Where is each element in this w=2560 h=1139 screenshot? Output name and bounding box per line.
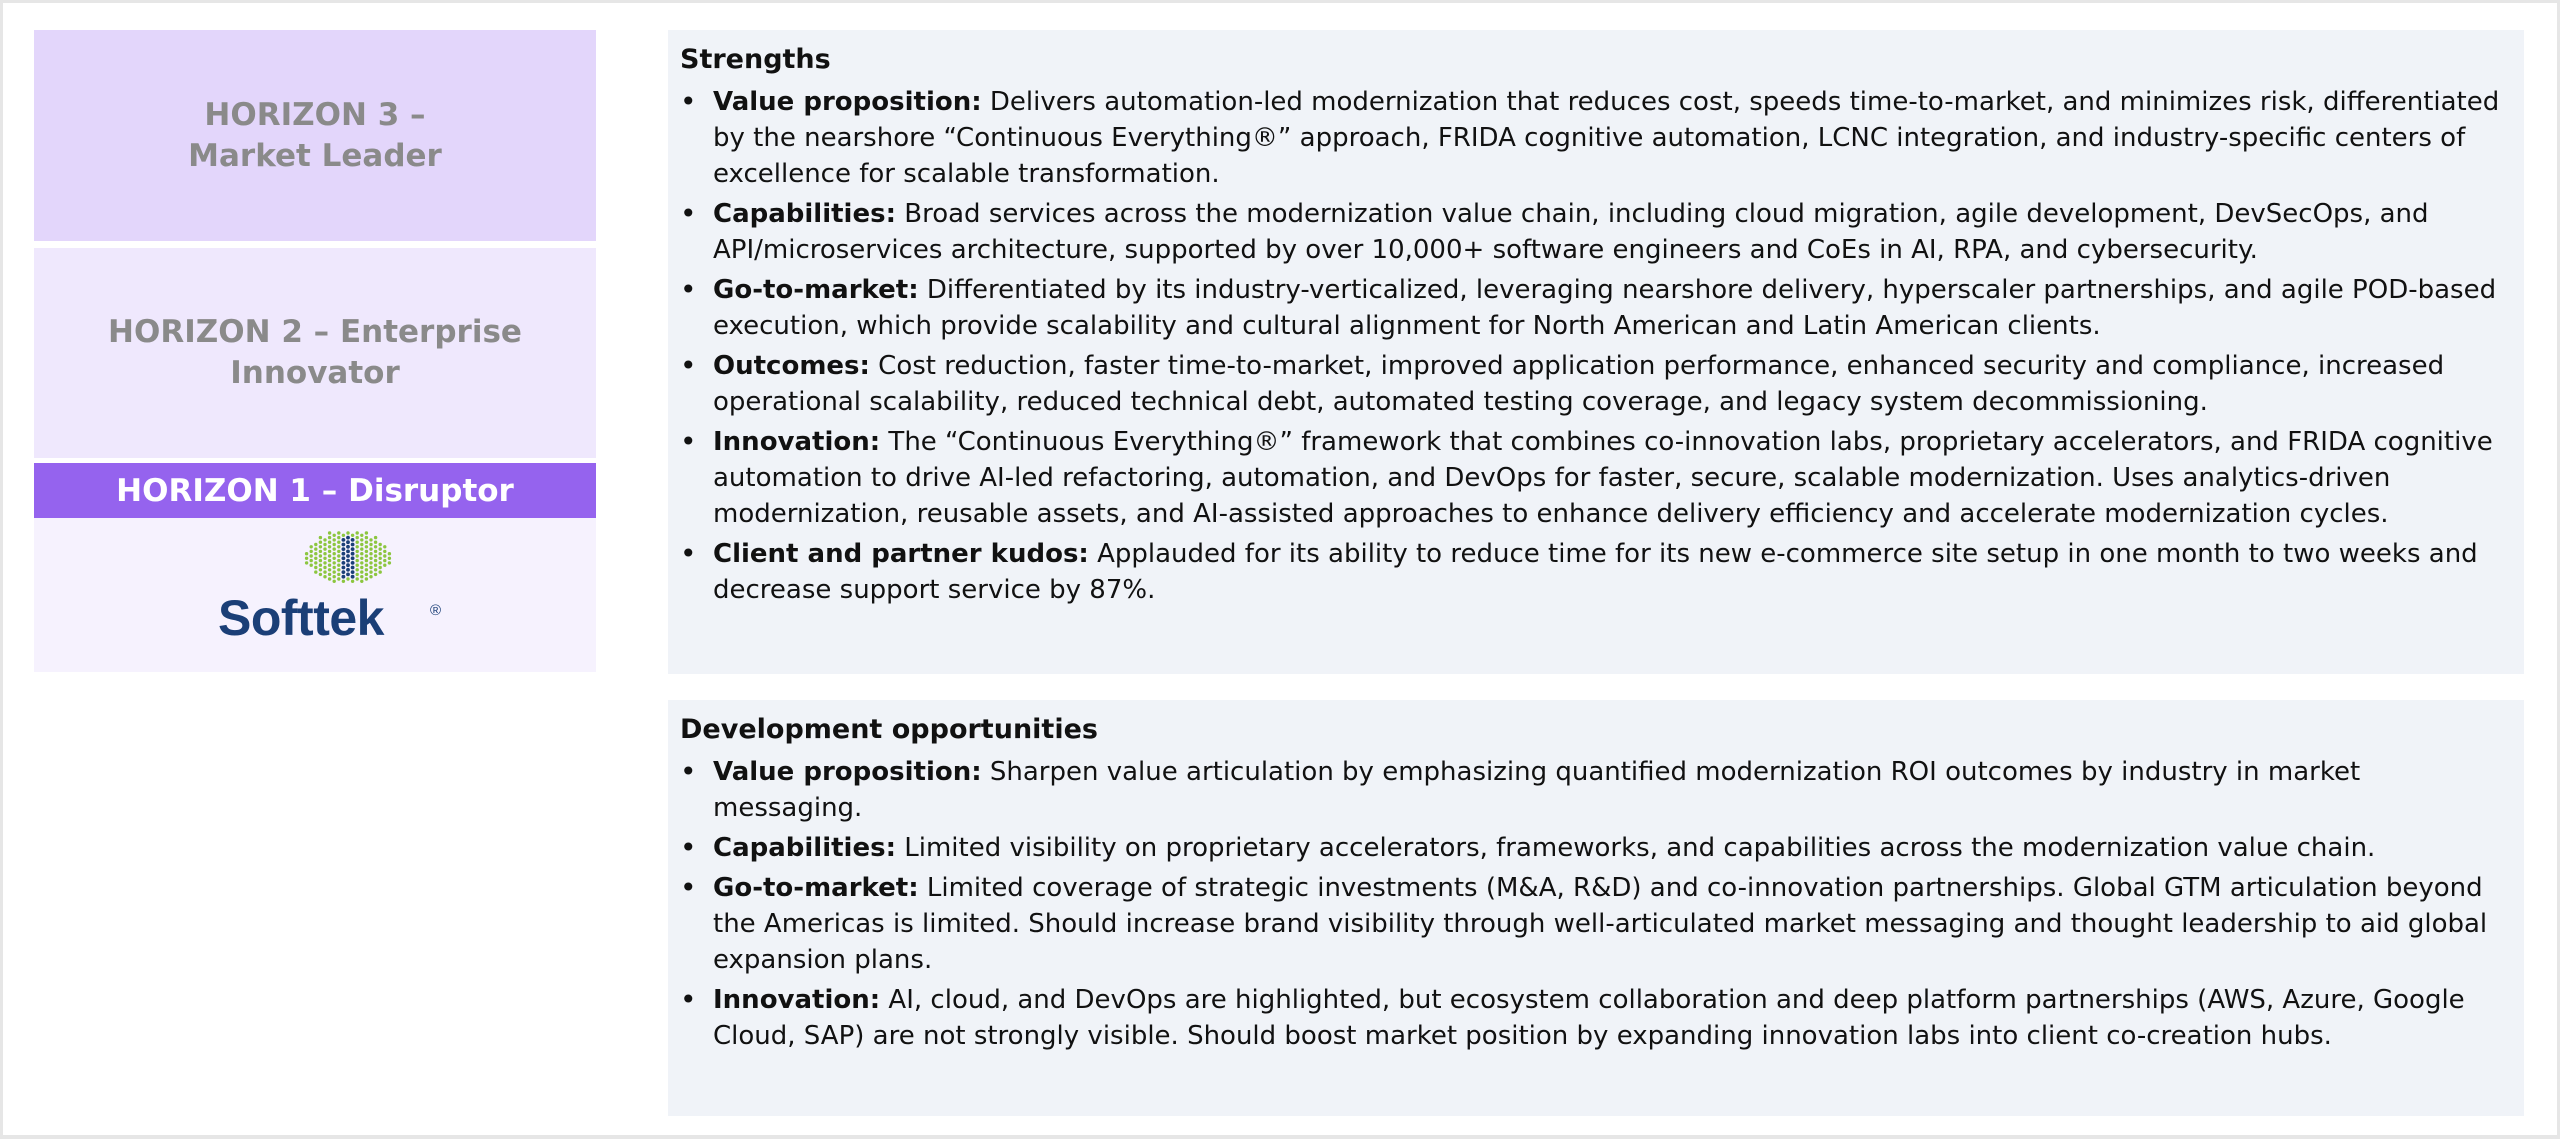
- logo-dot: [374, 541, 377, 544]
- item-term: Innovation:: [713, 427, 881, 457]
- logo-dot: [351, 561, 355, 565]
- logo-dot: [379, 547, 382, 550]
- logo-dot: [356, 541, 359, 544]
- logo-dot: [351, 552, 355, 556]
- item-term: Client and partner kudos:: [713, 539, 1089, 569]
- logo-dot: [337, 554, 340, 557]
- item-text: AI, cloud, and DevOps are highlighted, but ecosystem collaboration and deep platform partnerships (AWS, Azure, Google Cloud, SAP) are not strongly visible. Should boost market position by expanding innovation labs into client co-creation hubs.: [713, 985, 2465, 1051]
- logo-dot: [360, 575, 363, 578]
- logo-dot: [383, 559, 386, 562]
- item-text: The “Continuous Everything®” framework that combines co-innovation labs, proprietary accelerators, and FRIDA cognitive automation to drive AI-led refactoring, automation, and DevOps for faster, secure, scalable modernization. Uses analytics-driven modernization, reusable assets, and AI-assisted approaches to enhance delivery efficiency and accelerate modernization cycles.: [713, 427, 2493, 529]
- development-item-value-proposition: [680, 754, 2506, 826]
- logo-dot: [323, 543, 326, 546]
- logo-dot: [333, 547, 336, 550]
- logo-dot: [333, 552, 336, 555]
- logo-dot: [351, 556, 355, 560]
- logo-dot: [346, 540, 350, 544]
- logo-dot: [333, 566, 336, 569]
- logo-dot: [374, 554, 377, 557]
- horizon-1-body: [34, 518, 596, 672]
- logo-dot: [319, 573, 322, 576]
- logo-dot: [346, 545, 350, 549]
- development-title: Development opportunities: [680, 714, 1098, 745]
- strengths-item-outcomes: [680, 348, 2506, 420]
- logo-dot: [333, 534, 336, 537]
- development-panel: [668, 700, 2524, 1116]
- logo-dot: [328, 559, 331, 562]
- logo-dot: [356, 545, 359, 548]
- strengths-item-innovation: [680, 424, 2506, 532]
- logo-dot: [328, 531, 331, 534]
- logo-dot: [342, 547, 346, 551]
- logo-dot: [369, 570, 372, 573]
- logo-dot: [319, 568, 322, 571]
- logo-dot: [383, 550, 386, 553]
- logo-dot: [365, 577, 368, 580]
- logo-dot: [346, 554, 350, 558]
- item-term: Capabilities:: [713, 833, 896, 863]
- logo-dot: [323, 566, 326, 569]
- logo-dot: [333, 580, 336, 583]
- horizon-1-header: [34, 463, 596, 518]
- item-text: Differentiated by its industry-verticalized, leveraging nearshore delivery, hyperscaler partnerships, and agile POD-based execution, which provide scalability and cultural alignment for North American and Latin American clients.: [713, 275, 2497, 341]
- logo-dot: [365, 531, 368, 534]
- logo-dot: [314, 547, 317, 550]
- item-term: Capabilities:: [713, 199, 896, 229]
- logo-dot: [342, 570, 346, 574]
- logo-dot: [346, 568, 350, 572]
- horizon-2-line2: Innovator: [230, 355, 400, 391]
- logo-dot: [351, 580, 354, 583]
- logo-dot: [337, 531, 340, 534]
- logo-dot: [369, 566, 372, 569]
- logo-dot: [374, 536, 377, 539]
- logo-dot: [379, 543, 382, 546]
- logo-dot: [351, 575, 355, 579]
- logo-dot: [342, 543, 346, 547]
- item-term: Go-to-market:: [713, 873, 919, 903]
- logo-dot: [337, 564, 340, 567]
- strengths-panel: [668, 30, 2524, 674]
- logo-dot: [360, 534, 363, 537]
- logo-dot: [337, 559, 340, 562]
- logo-dot: [319, 550, 322, 553]
- logo-dot: [333, 570, 336, 573]
- logo-dot: [346, 550, 350, 554]
- logo-dot: [356, 564, 359, 567]
- item-term: Outcomes:: [713, 351, 870, 381]
- logo-dot: [365, 573, 368, 576]
- logo-dot: [365, 545, 368, 548]
- logo-dot: [365, 536, 368, 539]
- logo-dot: [310, 545, 313, 548]
- horizon-3-line2: Market Leader: [188, 137, 442, 174]
- logo-dot: [383, 545, 386, 548]
- logo-dot: [314, 570, 317, 573]
- logo-dot: [314, 566, 317, 569]
- logo-dot: [333, 561, 336, 564]
- logo-dot: [356, 559, 359, 562]
- logo-dot: [346, 536, 350, 540]
- logo-dot: [333, 543, 336, 546]
- logo-dot: [379, 570, 382, 573]
- logo-dot: [351, 534, 354, 537]
- softtek-logo-text: Softtek: [218, 590, 384, 646]
- logo-dot: [374, 545, 377, 548]
- development-list: [680, 754, 2506, 1054]
- logo-dot: [379, 561, 382, 564]
- softtek-logo-registered: ®: [430, 602, 442, 619]
- logo-dot: [305, 561, 308, 564]
- logo-dot: [369, 547, 372, 550]
- logo-dot: [342, 566, 346, 570]
- logo-dot: [374, 559, 377, 562]
- item-term: Value proposition:: [713, 87, 982, 117]
- logo-dot: [360, 543, 363, 546]
- logo-dot: [379, 566, 382, 569]
- logo-dot: [369, 561, 372, 564]
- logo-dot: [337, 577, 340, 580]
- logo-dot: [337, 573, 340, 576]
- item-text: Delivers automation-led modernization that reduces cost, speeds time-to-market, and minimizes risk, differentiated by the nearshore “Continuous Everything®” approach, FRIDA cognitive automation, LCNC integration, and industry-specific centers of excellence for scalable transformation.: [713, 87, 2500, 189]
- development-item-innovation: [680, 982, 2506, 1054]
- logo-dot: [346, 563, 350, 567]
- logo-dot: [374, 550, 377, 553]
- strengths-item-value-proposition: [680, 84, 2506, 192]
- logo-dot: [310, 550, 313, 553]
- logo-dot: [383, 554, 386, 557]
- logo-dot: [351, 543, 355, 547]
- logo-dot: [351, 570, 355, 574]
- logo-dot: [328, 554, 331, 557]
- logo-dot: [314, 543, 317, 546]
- logo-dot: [305, 552, 308, 555]
- item-text: Broad services across the modernization value chain, including cloud migration, agile development, DevSecOps, and API/microservices architecture, supported by over 10,000+ software engineers and CoEs in AI, RPA, and cybersecurity.: [713, 199, 2429, 265]
- logo-dot: [360, 566, 363, 569]
- item-text: Applauded for its ability to reduce time for its new e-commerce site setup in one month to two weeks and decrease support service by 87%.: [713, 539, 2478, 605]
- logo-dot: [310, 559, 313, 562]
- logo-dot: [342, 556, 346, 560]
- logo-dot: [323, 575, 326, 578]
- logo-dot: [356, 536, 359, 539]
- logo-dot: [356, 531, 359, 534]
- logo-dot: [360, 538, 363, 541]
- logo-dot: [319, 554, 322, 557]
- logo-dot: [337, 545, 340, 548]
- logo-dot: [356, 573, 359, 576]
- logo-dot: [342, 538, 346, 542]
- horizon-3-band: [34, 30, 596, 241]
- horizon-3-line1: HORIZON 3 –: [204, 96, 426, 133]
- logo-dot: [369, 557, 372, 560]
- logo-dot: [369, 575, 372, 578]
- item-text: Limited visibility on proprietary accelerators, frameworks, and capabilities across the modernization value chain.: [895, 833, 2376, 863]
- logo-dot: [365, 564, 368, 567]
- item-term: Innovation:: [713, 985, 881, 1015]
- logo-dot: [365, 559, 368, 562]
- logo-dot: [388, 552, 391, 555]
- logo-dot: [314, 552, 317, 555]
- logo-dot: [346, 577, 349, 580]
- logo-dot: [328, 564, 331, 567]
- logo-dot: [365, 554, 368, 557]
- logo-dot: [379, 557, 382, 560]
- logo-dot: [365, 541, 368, 544]
- development-item-capabilities: [680, 830, 2506, 866]
- horizon-2-band: [34, 248, 596, 458]
- logo-dot: [342, 580, 345, 583]
- strengths-title: Strengths: [680, 44, 831, 75]
- logo-dot: [369, 538, 372, 541]
- logo-dot: [319, 564, 322, 567]
- logo-dot: [346, 573, 350, 577]
- logo-dot: [374, 568, 377, 571]
- logo-dot: [319, 541, 322, 544]
- horizon-1-label: HORIZON 1 – Disruptor: [116, 472, 514, 509]
- item-text: Sharpen value articulation by emphasizing quantified modernization ROI outcomes by industry in market messaging.: [713, 757, 2361, 823]
- logo-dot: [374, 564, 377, 567]
- logo-dot: [328, 550, 331, 553]
- logo-dot: [310, 554, 313, 557]
- logo-dot: [323, 570, 326, 573]
- logo-dot: [360, 547, 363, 550]
- strengths-item-capabilities: [680, 196, 2506, 268]
- logo-dot: [337, 550, 340, 553]
- logo-dot: [337, 541, 340, 544]
- logo-dot: [314, 557, 317, 560]
- logo-dot: [310, 564, 313, 567]
- logo-dot: [323, 538, 326, 541]
- logo-dot: [314, 561, 317, 564]
- logo-dot: [388, 561, 391, 564]
- horizon-2-line1: HORIZON 2 – Enterprise: [108, 314, 522, 350]
- logo-dot: [346, 531, 349, 534]
- logo-dot: [360, 570, 363, 573]
- logo-dot: [360, 580, 363, 583]
- logo-dot: [379, 552, 382, 555]
- logo-dot: [365, 568, 368, 571]
- logo-dot: [369, 543, 372, 546]
- logo-dot: [356, 554, 359, 557]
- logo-dot: [351, 538, 355, 542]
- strengths-item-go-to-market: [680, 272, 2506, 344]
- logo-dot: [356, 550, 359, 553]
- logo-dot: [351, 566, 355, 570]
- logo-dot: [369, 552, 372, 555]
- logo-dot: [360, 561, 363, 564]
- logo-dot: [342, 561, 346, 565]
- logo-dot: [319, 559, 322, 562]
- softtek-logo-dots: [305, 531, 391, 583]
- logo-dot: [360, 552, 363, 555]
- logo-dot: [365, 550, 368, 553]
- item-text: Cost reduction, faster time-to-market, improved application performance, enhanced security and compliance, increased operational scalability, reduced technical debt, automated testing coverage, and legacy system decommissioning.: [713, 351, 2445, 417]
- logo-dot: [319, 536, 322, 539]
- logo-dot: [356, 568, 359, 571]
- logo-dot: [346, 559, 350, 563]
- logo-dot: [374, 573, 377, 576]
- logo-dot: [328, 568, 331, 571]
- logo-dot: [323, 557, 326, 560]
- logo-dot: [328, 536, 331, 539]
- item-text: Limited coverage of strategic investments (M&A, R&D) and co-innovation partnerships. Global GTM articulation beyond the Americas is limited. Should increase brand visibility through well-articulated market messaging and thought leadership to aid global expansion plans.: [713, 873, 2488, 975]
- logo-dot: [328, 577, 331, 580]
- logo-dot: [323, 561, 326, 564]
- logo-dot: [333, 575, 336, 578]
- logo-dot: [342, 552, 346, 556]
- logo-dot: [388, 557, 391, 560]
- logo-dot: [305, 557, 308, 560]
- logo-dot: [356, 577, 359, 580]
- logo-dot: [328, 545, 331, 548]
- logo-dot: [333, 538, 336, 541]
- logo-dot: [342, 575, 346, 579]
- logo-dot: [323, 547, 326, 550]
- strengths-list: [680, 84, 2506, 608]
- logo-dot: [323, 552, 326, 555]
- strengths-item-client-kudos: [680, 536, 2506, 608]
- logo-dot: [328, 573, 331, 576]
- logo-dot: [360, 557, 363, 560]
- logo-dot: [337, 568, 340, 571]
- logo-dot: [319, 545, 322, 548]
- logo-dot: [383, 564, 386, 567]
- development-item-go-to-market: [680, 870, 2506, 978]
- logo-dot: [333, 557, 336, 560]
- logo-dot: [328, 541, 331, 544]
- item-term: Go-to-market:: [713, 275, 919, 305]
- logo-dot: [342, 534, 345, 537]
- logo-dot: [337, 536, 340, 539]
- item-term: Value proposition:: [713, 757, 982, 787]
- logo-dot: [351, 547, 355, 551]
